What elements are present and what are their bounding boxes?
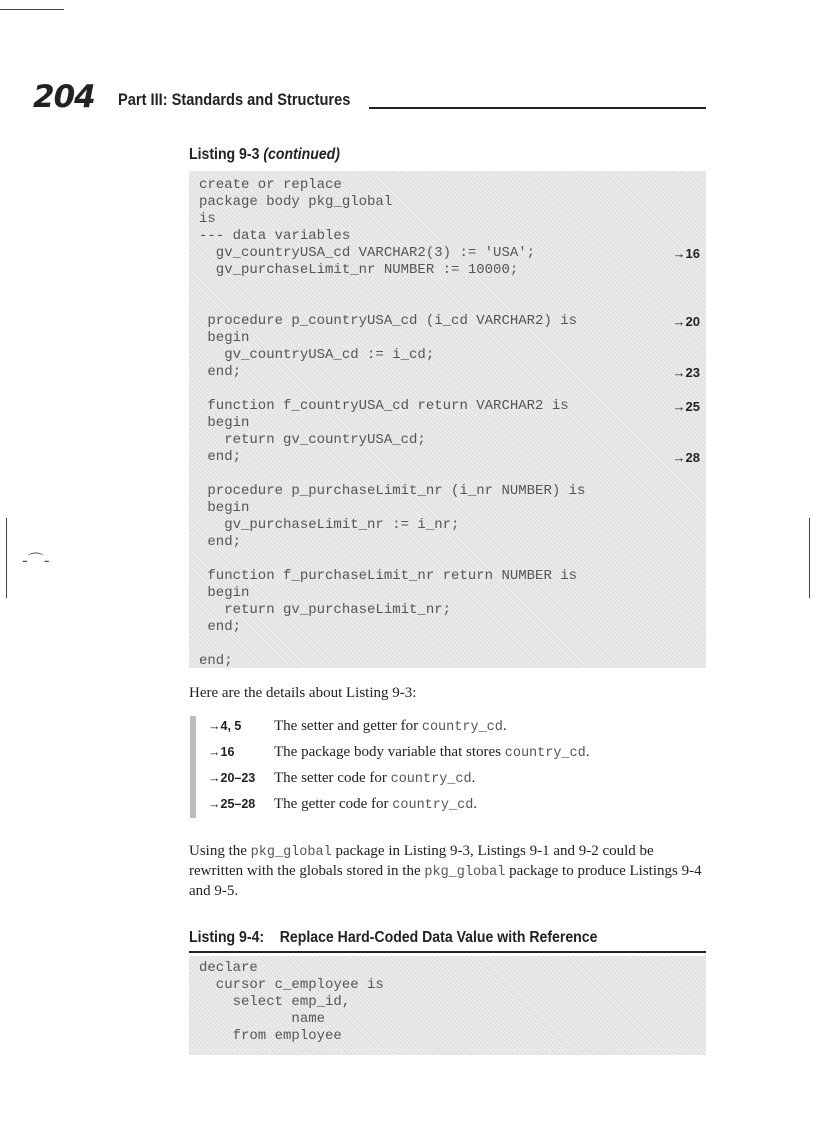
line-marker: →20 <box>672 314 700 329</box>
body-paragraph <box>189 842 709 901</box>
listing-9-4-label: Listing 9-4: Replace Hard-Coded Data Value with Reference <box>189 929 598 946</box>
note-code: country_cd <box>504 746 586 761</box>
code-line: gv_countryUSA_cd := i_cd; <box>199 347 435 363</box>
note-end: . <box>471 770 476 786</box>
code-line: cursor c_employee is <box>199 977 384 993</box>
code-line: gv_purchaseLimit_nr NUMBER := 10000; <box>199 262 519 278</box>
note-text: The getter code for <box>274 796 393 812</box>
note-code: country_cd <box>390 772 472 787</box>
code-line: end; <box>199 534 242 550</box>
note-end: . <box>502 718 507 734</box>
code-line: name <box>199 1011 326 1027</box>
note-key: →20–23 <box>208 771 256 785</box>
crop-mark-right <box>809 518 810 598</box>
line-marker: →25 <box>672 399 700 414</box>
code-line: select emp_id, <box>199 994 351 1010</box>
code-line: function f_purchaseLimit_nr return NUMBER is <box>199 568 578 584</box>
notes-sidebar-bar <box>190 716 196 818</box>
code-line: gv_purchaseLimit_nr := i_nr; <box>199 517 460 533</box>
code-line: end; <box>199 364 242 380</box>
note-item <box>208 768 475 788</box>
code-line: begin <box>199 585 250 601</box>
code-line: package body pkg_global <box>199 194 393 210</box>
details-intro: Here are the details about Listing 9-3: <box>189 685 417 701</box>
note-key: →16 <box>208 745 235 759</box>
code-line: create or replace <box>199 177 342 193</box>
note-text: The setter and getter for <box>274 718 422 734</box>
code-line: begin <box>199 415 250 431</box>
running-head: Part III: Standards and Structures <box>118 90 351 109</box>
code-line: from employee <box>199 1028 342 1044</box>
code-line: declare <box>199 960 258 976</box>
code-line: end; <box>199 619 242 635</box>
note-item <box>208 716 507 736</box>
code-line: begin <box>199 330 250 346</box>
note-item <box>208 742 590 762</box>
paragraph-text-2: package in Listing 9-3, Listings 9-1 and 9-2 could be rewritten with the globals stored in the <box>189 843 654 879</box>
note-key: →25–28 <box>208 797 256 811</box>
note-code: country_cd <box>421 720 503 735</box>
crop-mark-left <box>6 518 7 598</box>
code-line: return gv_purchaseLimit_nr; <box>199 602 452 618</box>
page-number: 204 <box>33 79 95 115</box>
code-line: end; <box>199 653 233 669</box>
listing-9-3-continued: (continued) <box>263 146 340 163</box>
note-item <box>208 794 477 814</box>
code-line: --- data variables <box>199 228 351 244</box>
note-text: The setter code for <box>274 770 391 786</box>
crop-mark-top-left <box>0 9 64 10</box>
line-marker: →28 <box>672 450 700 465</box>
note-text: The package body variable that stores <box>274 744 505 760</box>
paragraph-code-2: pkg_global <box>424 865 506 880</box>
note-code: country_cd <box>392 798 474 813</box>
code-line: procedure p_purchaseLimit_nr (i_nr NUMBER) is <box>199 483 586 499</box>
listing-9-3-title <box>189 146 340 164</box>
code-line: function f_countryUSA_cd return VARCHAR2 is <box>199 398 569 414</box>
code-line: end; <box>199 449 242 465</box>
registration-mark-icon: -⌒- <box>22 551 50 570</box>
paragraph-code-1: pkg_global <box>250 845 332 860</box>
listing-9-3-label: Listing 9-3 <box>189 146 260 163</box>
code-line: return gv_countryUSA_cd; <box>199 432 426 448</box>
header-rule <box>369 107 706 109</box>
line-marker: →23 <box>672 365 700 380</box>
paragraph-text-3: package to produce Listings 9-4 and 9-5. <box>189 863 702 899</box>
page-header <box>33 79 706 115</box>
code-listing-9-3 <box>189 171 706 668</box>
note-end: . <box>585 744 590 760</box>
code-line: gv_countryUSA_cd VARCHAR2(3) := 'USA'; <box>199 245 536 261</box>
line-marker: →16 <box>672 246 700 261</box>
code-line: procedure p_countryUSA_cd (i_cd VARCHAR2) is <box>199 313 578 329</box>
paragraph-text-1: Using the <box>189 843 251 859</box>
note-end: . <box>473 796 478 812</box>
code-line: begin <box>199 500 250 516</box>
note-key: →4, 5 <box>208 719 242 733</box>
listing-9-4-title <box>189 929 706 953</box>
code-line: is <box>199 211 216 227</box>
code-listing-9-4 <box>189 956 706 1055</box>
